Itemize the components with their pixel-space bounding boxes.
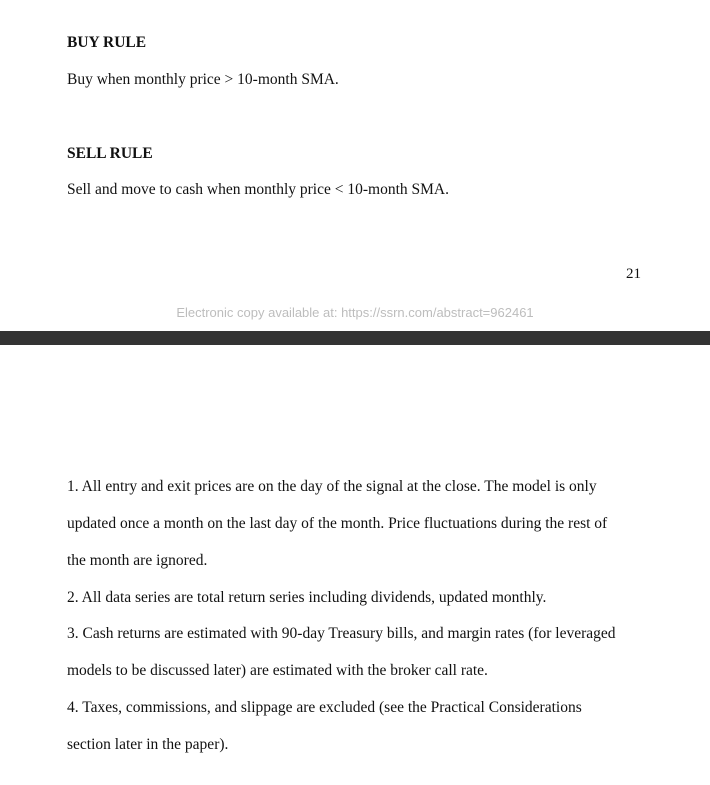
- document-page-21: [0, 0, 710, 331]
- note-2-line-1: 2. All data series are total return series including dividends, updated monthly.: [67, 589, 547, 606]
- note-1-line-2: updated once a month on the last day of the month. Price fluctuations during the rest of: [67, 515, 608, 532]
- buy-rule-text: Buy when monthly price > 10-month SMA.: [67, 71, 339, 88]
- note-4-line-1: 4. Taxes, commissions, and slippage are excluded (see the Practical Considerations: [67, 699, 582, 716]
- note-1-line-3: the month are ignored.: [67, 552, 208, 569]
- note-3-line-1: 3. Cash returns are estimated with 90-day Treasury bills, and margin rates (for leveraged: [67, 625, 616, 642]
- sell-rule-text: Sell and move to cash when monthly price < 10-month SMA.: [67, 181, 449, 198]
- sell-rule-heading: SELL RULE: [67, 145, 153, 162]
- buy-rule-heading: BUY RULE: [67, 34, 147, 51]
- ssrn-footer-link[interactable]: Electronic copy available at: https://ssrn.com/abstract=962461: [176, 305, 534, 320]
- page-divider: [0, 331, 710, 345]
- page-number: 21: [626, 266, 641, 282]
- note-4-line-2: section later in the paper).: [67, 736, 229, 753]
- note-3-line-2: models to be discussed later) are estimated with the broker call rate.: [67, 662, 488, 679]
- note-1-line-1: 1. All entry and exit prices are on the day of the signal at the close. The model is only: [67, 478, 597, 495]
